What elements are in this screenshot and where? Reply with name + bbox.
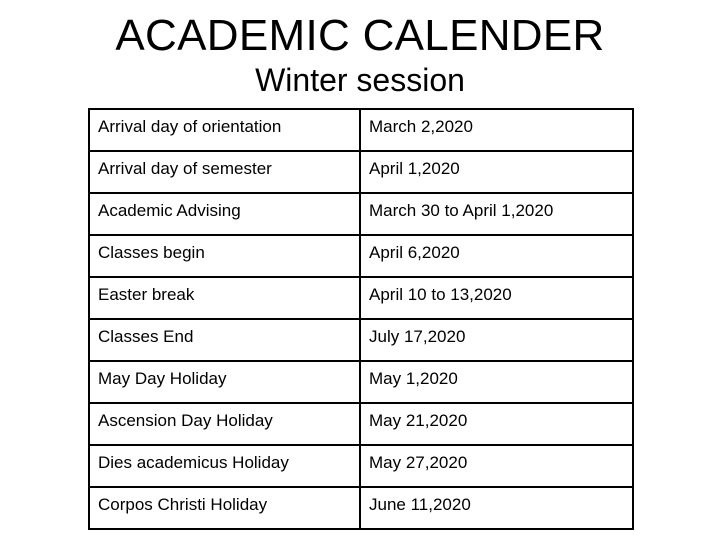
date-cell: April 6,2020 bbox=[360, 235, 633, 277]
event-cell: Easter break bbox=[89, 277, 360, 319]
table-row bbox=[89, 403, 633, 445]
date-cell: April 1,2020 bbox=[360, 151, 633, 193]
table-row bbox=[89, 487, 633, 529]
table-row bbox=[89, 235, 633, 277]
event-cell: Ascension Day Holiday bbox=[89, 403, 360, 445]
event-cell: May Day Holiday bbox=[89, 361, 360, 403]
table-row bbox=[89, 109, 633, 151]
event-cell: Arrival day of semester bbox=[89, 151, 360, 193]
date-cell: May 21,2020 bbox=[360, 403, 633, 445]
event-cell: Arrival day of orientation bbox=[89, 109, 360, 151]
table-row bbox=[89, 445, 633, 487]
table-row bbox=[89, 193, 633, 235]
event-cell: Academic Advising bbox=[89, 193, 360, 235]
page-title: ACADEMIC CALENDER bbox=[115, 11, 605, 60]
date-cell: May 1,2020 bbox=[360, 361, 633, 403]
date-cell: July 17,2020 bbox=[360, 319, 633, 361]
event-cell: Classes begin bbox=[89, 235, 360, 277]
date-cell: March 30 to April 1,2020 bbox=[360, 193, 633, 235]
table-row bbox=[89, 151, 633, 193]
calendar-table bbox=[88, 108, 634, 530]
table-row bbox=[89, 277, 633, 319]
date-cell: May 27,2020 bbox=[360, 445, 633, 487]
page-subtitle: Winter session bbox=[255, 62, 465, 98]
event-cell: Classes End bbox=[89, 319, 360, 361]
table-row bbox=[89, 319, 633, 361]
table-row bbox=[89, 361, 633, 403]
event-cell: Corpos Christi Holiday bbox=[89, 487, 360, 529]
date-cell: March 2,2020 bbox=[360, 109, 633, 151]
event-cell: Dies academicus Holiday bbox=[89, 445, 360, 487]
date-cell: June 11,2020 bbox=[360, 487, 633, 529]
date-cell: April 10 to 13,2020 bbox=[360, 277, 633, 319]
